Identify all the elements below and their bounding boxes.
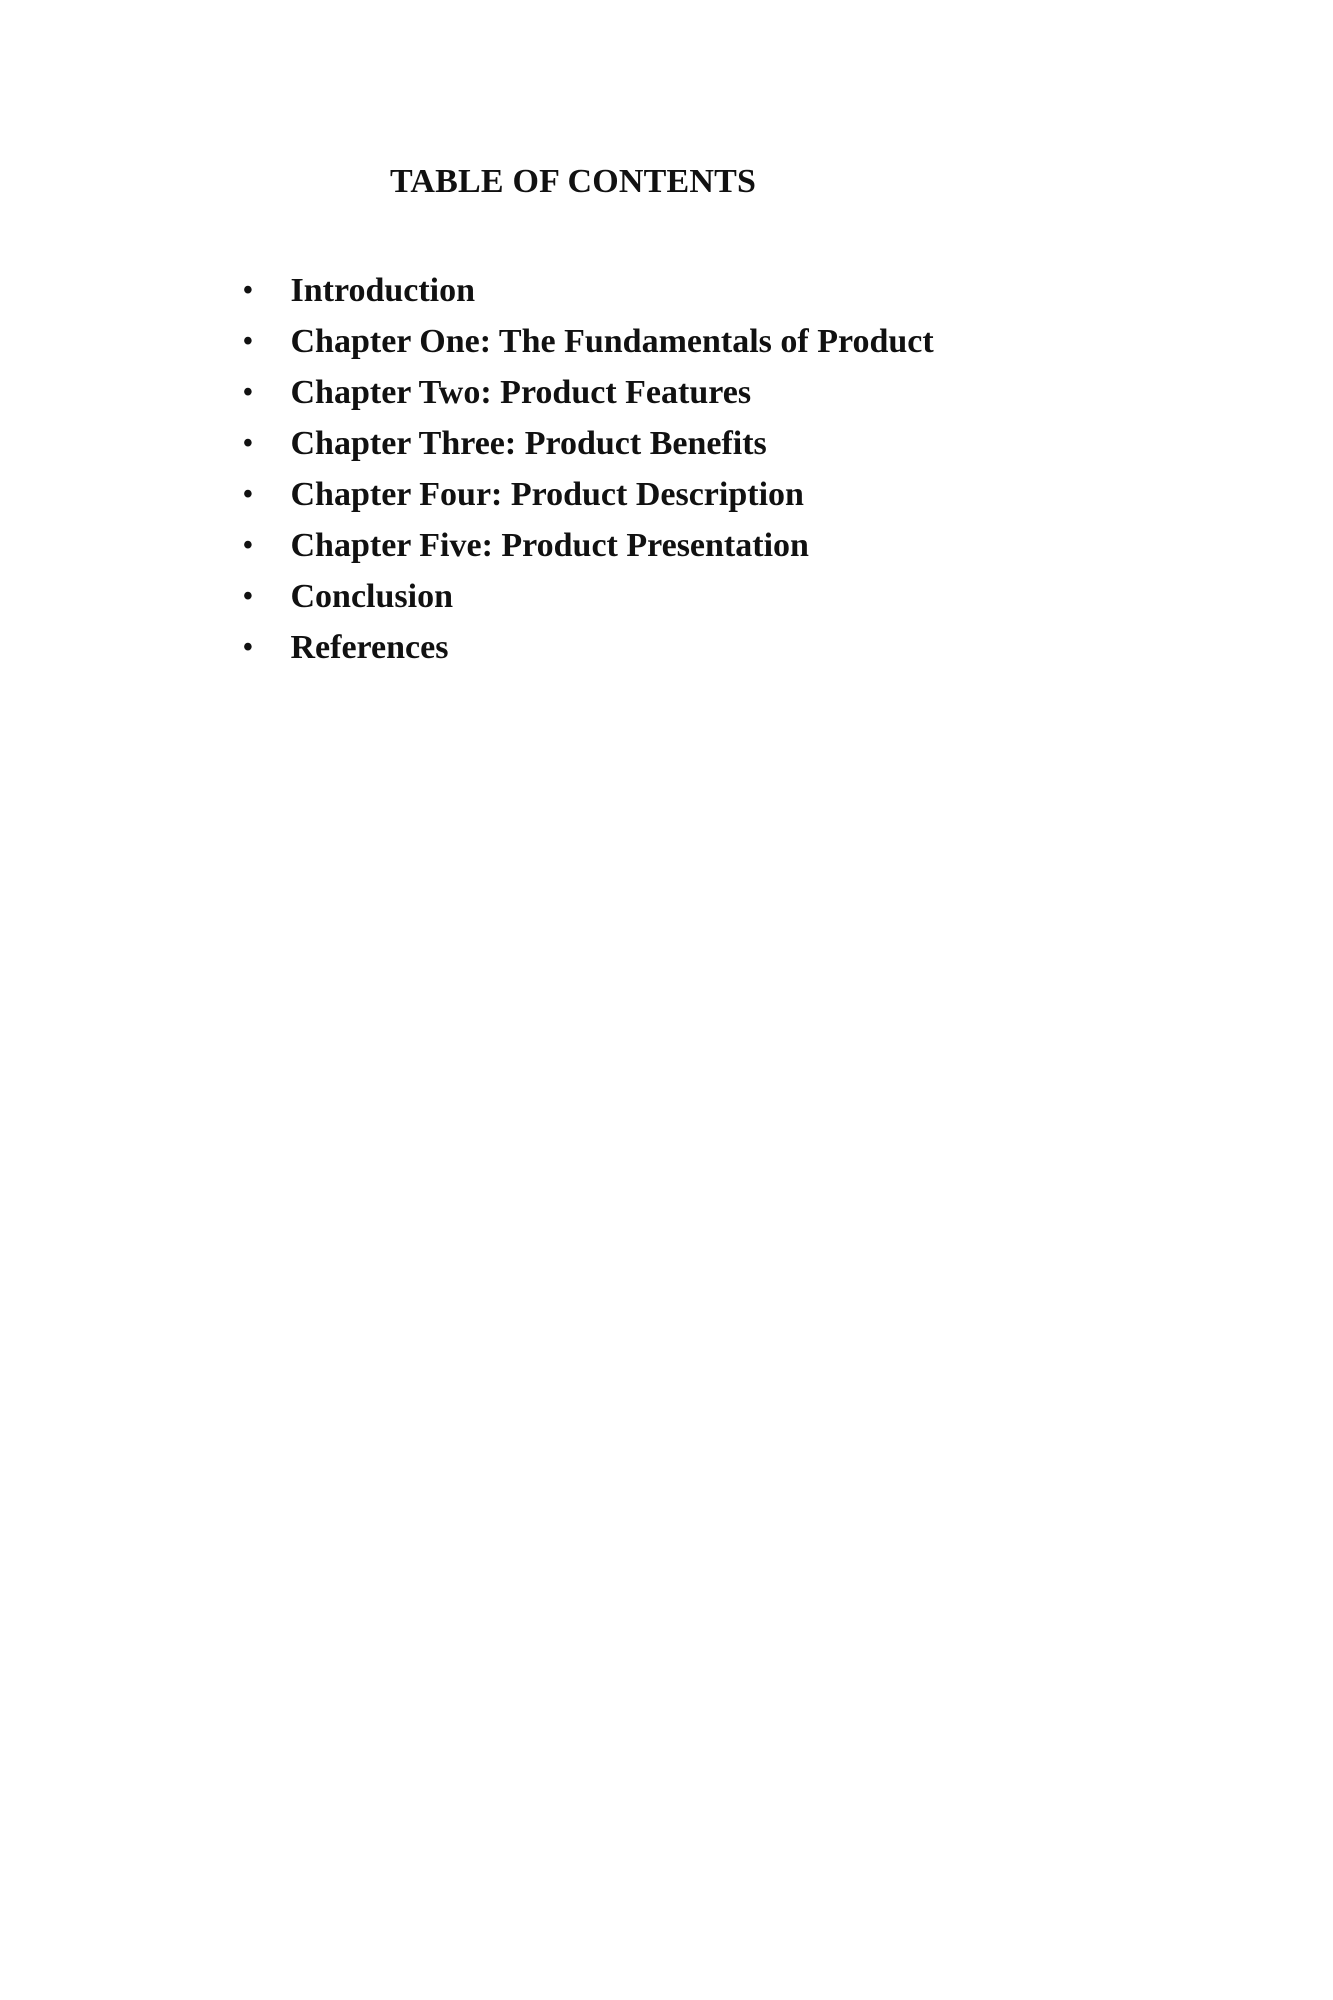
toc-item-label: Introduction [290,272,476,309]
toc-item-references [243,622,934,673]
toc-item-chapter-three [243,418,934,469]
bullet-icon: • [243,581,253,612]
toc-item-chapter-one [243,316,934,367]
toc-title: TABLE OF CONTENTS [390,163,757,200]
bullet-icon: • [243,428,253,459]
toc-item-conclusion [243,571,934,622]
toc-item-label: Chapter Four: Product Description [290,476,804,513]
toc-item-label: Chapter One: The Fundamentals of Product [290,323,934,360]
toc-item-label: Chapter Five: Product Presentation [290,527,809,564]
bullet-icon: • [243,530,253,561]
toc-item-chapter-five [243,520,934,571]
toc-item-label: Conclusion [290,578,453,615]
toc-item-chapter-four [243,469,934,520]
toc-item-label: References [290,629,449,666]
bullet-icon: • [243,632,253,663]
toc-item-label: Chapter Three: Product Benefits [290,425,767,462]
bullet-icon: • [243,479,253,510]
bullet-icon: • [243,275,253,306]
toc-item-chapter-two [243,367,934,418]
toc-list [243,265,934,673]
bullet-icon: • [243,326,253,357]
bullet-icon: • [243,377,253,408]
toc-item-introduction [243,265,934,316]
toc-item-label: Chapter Two: Product Features [290,374,752,411]
